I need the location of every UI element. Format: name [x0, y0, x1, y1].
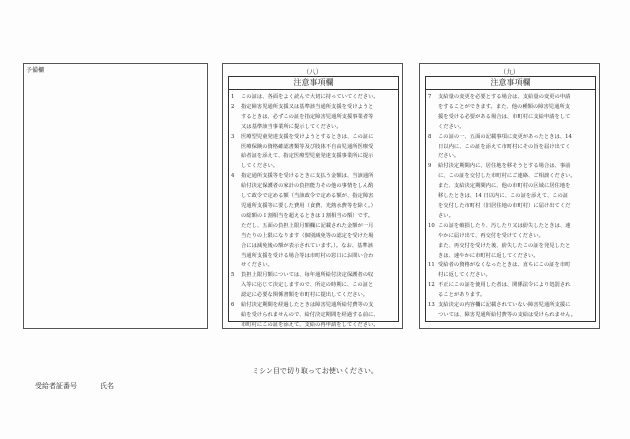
- notes-panel-8: [222, 63, 403, 329]
- note-line: また、再交付を受けた後、紛失したこの証を発見したと: [438, 242, 571, 249]
- note-line: ついては、障害児通所給付費等の支給は受けられません。: [438, 311, 577, 318]
- note-line: やかに届け出て、再交付を受けてください。: [438, 232, 544, 239]
- cut-instruction: ミシン目で切り取ってお使いください。: [252, 367, 378, 375]
- note-number: 8: [428, 133, 432, 140]
- note-line: 当たりの上限になります（個別減免等の認定を受けた場: [241, 232, 374, 239]
- note-line: 援を受ける必要がある場合は、市町村に支給申請をして: [438, 113, 571, 120]
- note-item: [428, 133, 593, 163]
- note-item: [428, 162, 593, 221]
- notes-panel-9: [419, 63, 600, 329]
- note-line: 認定に必要な関係書類を市町村に提出してください。: [241, 292, 369, 299]
- note-line: ることがあります。: [438, 292, 486, 299]
- note-item: [231, 133, 396, 173]
- note-number: 12: [428, 282, 435, 289]
- note-line: 移したときは、14 日以内に、この証を添えて、この証: [438, 193, 569, 200]
- note-line: をすることができます。また、他の種類の障害児通所支: [438, 103, 570, 110]
- note-line: 支給決定の内容欄に記載されていない障害児通所支援に: [438, 302, 571, 309]
- memo-box: [23, 63, 208, 329]
- note-line: 支給量の変更を必要とする場合は、支給量の変更の申請: [438, 94, 571, 100]
- note-line: 指定通所支援等を受けるときに支払う金額は、当該通所: [241, 173, 374, 180]
- note-line: してください。: [241, 163, 279, 170]
- note-line: ださい。: [438, 153, 460, 160]
- panel-number: （八）: [302, 68, 323, 76]
- note-line: ください。: [438, 123, 465, 130]
- note-line: 又は基準該当事業所に提示してください。: [241, 123, 342, 130]
- note-number: 2: [231, 103, 235, 110]
- note-number: 10: [428, 222, 435, 229]
- note-item: [428, 93, 593, 133]
- name-label: 氏名: [100, 382, 114, 390]
- note-item: [231, 301, 396, 331]
- panel-number: （九）: [499, 68, 520, 76]
- note-line: きは、速やかに市町村に返してください。: [438, 252, 539, 259]
- note-line: 入等に応じて決定しますので、所定の時期に、この証と: [241, 282, 374, 289]
- note-line: 村に返してください。: [438, 272, 491, 279]
- note-line: また、支給決定期間内に、他の市町村の区域に居住地を: [438, 183, 571, 190]
- note-line: この証の一、五面の記載事項に変更があったときは、14: [438, 133, 572, 140]
- note-line: さい。: [438, 212, 454, 219]
- note-line: 児通所支援等に要した費用（食費、光熱水費等を除く。）: [241, 202, 376, 209]
- note-item: [428, 301, 593, 321]
- note-line: 当通所支援を受ける場合等は市町村の窓口にお問い合わ: [241, 252, 374, 259]
- note-number: 7: [428, 94, 432, 100]
- note-line: に、この証を交付した市町村にご連絡、ご相談ください。: [438, 173, 576, 180]
- note-line: 日以内に、この証を添えて市町村にその旨を届け出てく: [438, 143, 571, 150]
- note-line: ただし、五面の負担上限月額欄に記載された金額が一月: [241, 222, 374, 229]
- note-line: せください。: [241, 262, 273, 269]
- note-item: [231, 93, 396, 103]
- note-number: 1: [231, 94, 235, 100]
- note-item: [231, 103, 396, 133]
- note-line: 医療型児童発達支援を受けようとするときは、この証に: [241, 133, 374, 140]
- memo-label: 予備欄: [26, 67, 45, 74]
- note-line: 不正にこの証を使用した者は、関係法令により処罰され: [438, 282, 571, 289]
- note-line: 市町村にこの証を添えて、支給の再申請をしてください。: [241, 321, 379, 328]
- note-item: [231, 271, 396, 301]
- note-line: 給者証を添えて、指定医療型児童発達支援事業所に提示: [241, 153, 374, 160]
- note-line: この証を破損したり、汚したり又は紛失したときは、速: [438, 222, 571, 229]
- note-line: この証は、各面をよく読んで大切に持っていてください。: [241, 94, 379, 100]
- note-line: を交付した市町村（旧居住地の市町村）に届け出てくだ: [438, 202, 571, 209]
- note-number: 5: [231, 272, 235, 279]
- note-line: 給付決定期間内に、居住地を移そうとする場合は、事前: [438, 163, 571, 170]
- note-line: 受給者の資格がなくなったときは、直ちにこの証を市町: [438, 262, 571, 269]
- note-number: 13: [428, 302, 435, 309]
- note-line: 医療保険の資格確認書類等及び肢体不自由児通所医療受: [241, 143, 374, 150]
- note-item: [231, 172, 396, 271]
- note-item: [428, 281, 593, 301]
- note-line: 合には減免後の額が表示されています。）。なお、基準該: [241, 242, 373, 249]
- note-item: [428, 261, 593, 281]
- note-line: 給付決定期間を経過したときは障害児通所給付費等の支: [241, 302, 374, 309]
- note-number: 4: [231, 173, 235, 180]
- note-number: 3: [231, 133, 235, 140]
- note-number: 9: [428, 163, 432, 170]
- note-number: 11: [428, 262, 435, 269]
- note-line: の総額の１割相当を超えるときは１割相当の額）です。: [241, 212, 373, 219]
- note-line: 指定障害児通所支援又は基準該当通所支援を受けようと: [241, 103, 374, 110]
- note-line: するときは、必ずこの証を指定障害児通所支援事業者等: [241, 113, 374, 120]
- certificate-number-label: 受給者証番号: [35, 382, 77, 390]
- note-item: [428, 222, 593, 262]
- note-line: 給付決定保護者の家計の負担能力その他の事情をしん酌: [241, 183, 374, 190]
- note-line: 給を受けられませんので、給付決定期間を経過する前に、: [241, 311, 379, 318]
- panel-header: 注意事項欄: [229, 77, 398, 90]
- panel-header: 注意事項欄: [426, 77, 595, 90]
- note-line: 負担上限月額については、毎年通所給付決定保護者の収: [241, 272, 374, 279]
- note-line: して政令で定める額（当該政令で定める額が、指定障害: [241, 193, 374, 200]
- note-number: 6: [231, 302, 235, 309]
